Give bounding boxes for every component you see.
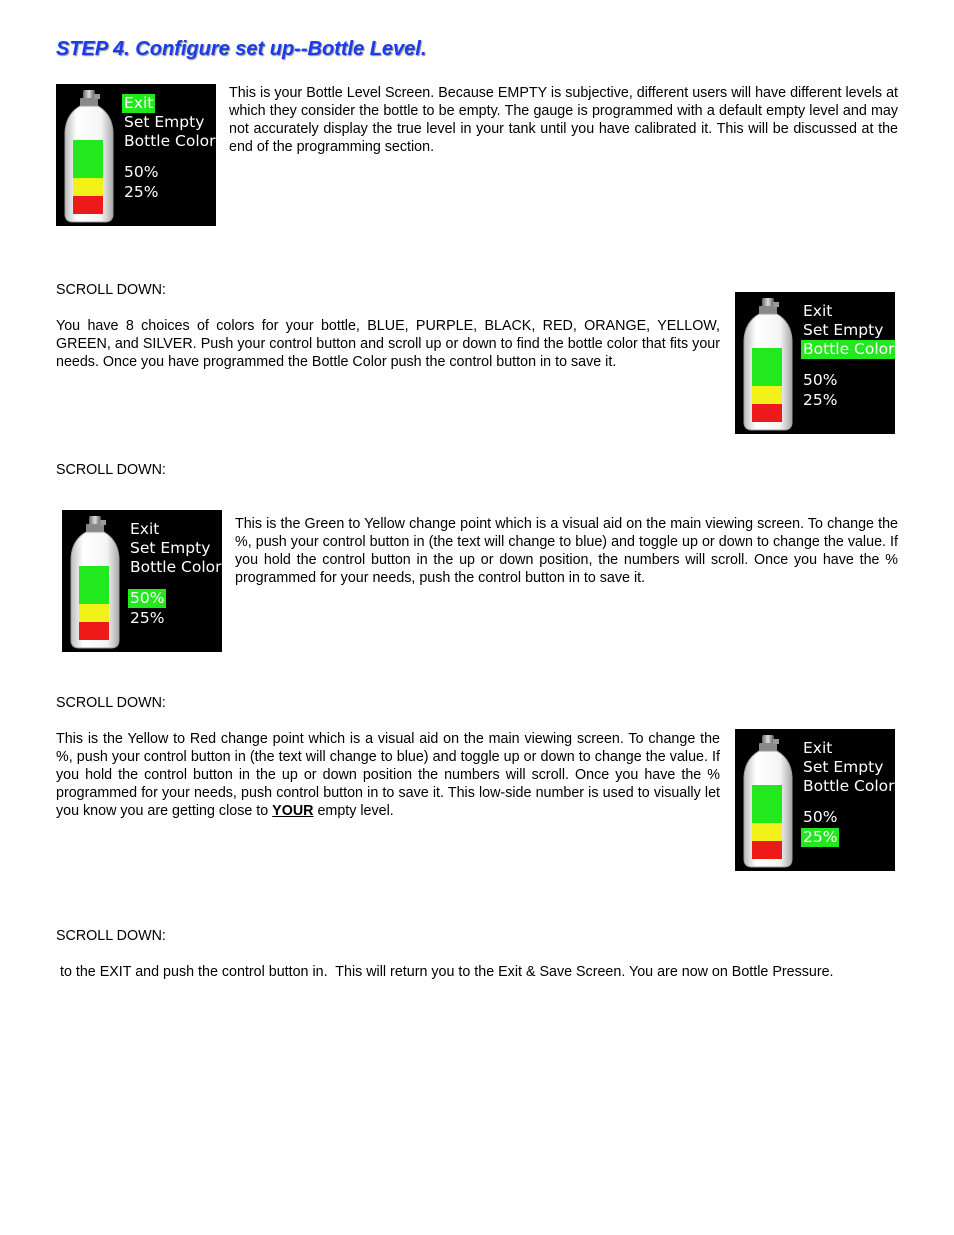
- screen-menu-exit: [128, 520, 161, 539]
- screen-menu-label: Bottle Color: [124, 132, 216, 150]
- screen-menu-label: Set Empty: [124, 113, 205, 131]
- screen-menu-set-empty: [801, 758, 885, 777]
- screen-menu-label: Exit: [124, 94, 154, 112]
- screen-menu-label: Exit: [803, 302, 833, 320]
- bottle-color-screen-image: [735, 292, 895, 434]
- screen-menu-label: Bottle Color: [130, 558, 222, 576]
- screen-menu-p25: [801, 828, 839, 847]
- screen-menu-label: 25%: [124, 183, 159, 201]
- green-level-segment: [73, 140, 103, 178]
- green-level-segment: [752, 348, 782, 386]
- section5-paragraph: to the EXIT and push the control button in. This will return you to the Exit & Save Screen. You are now on Bottle Pressure.: [56, 964, 834, 980]
- screen-menu-p25: [128, 609, 166, 628]
- screen-menu-p50: [801, 371, 839, 390]
- section1-paragraph: This is your Bottle Level Screen. Because EMPTY is subjective, different users will have different levels at which they consider the bottle to be empty. The gauge is programmed with a default empty level and may not accurately display the true level in your tank until you have calibrated it. This will be discussed at the end of the programming section.: [229, 85, 898, 155]
- screen-menu-label: Set Empty: [130, 539, 211, 557]
- screen-menu-p25: [122, 183, 160, 202]
- green-level-segment: [752, 785, 782, 823]
- section4-paragraph: [56, 730, 720, 820]
- screen-menu-set-empty: [122, 113, 206, 132]
- screen-menu-label: Exit: [803, 739, 833, 757]
- screen-menu-label: 25%: [803, 828, 838, 846]
- section4-text: This is the Yellow to Red change point which is a visual aid on the main viewing screen. To change the %, push your control button in (the text will change to blue) and toggle up or down to change the value. If you hold the control button in the up or down position the numbers will scroll. Once you have the % programmed for your needs, push control button in to save it. This low-side number is used to visually let you know you are getting close to: [56, 731, 720, 819]
- nitrous-bottle-icon: [735, 292, 801, 434]
- screen-menu-label: Exit: [130, 520, 160, 538]
- screen-menu-label: Bottle Color: [803, 340, 895, 358]
- red-level-segment: [73, 196, 103, 214]
- red-level-segment: [752, 404, 782, 422]
- screen-menu-bottle-color: [801, 340, 895, 359]
- screen-menu-label: 50%: [803, 808, 838, 826]
- screen-menu-exit: [801, 739, 834, 758]
- screen-menu-p50: [122, 163, 160, 182]
- red-level-segment: [79, 622, 109, 640]
- screen-menu-label: Set Empty: [803, 758, 884, 776]
- bottle-level-screen-image: [56, 84, 216, 226]
- section3-paragraph: This is the Green to Yellow change point which is a visual aid on the main viewing screen. To change the %, push your control button in (the text will change to blue) and toggle up or down to change the value. If you hold the control button in the up or down position, the numbers will scroll. Once you have the % programmed for your needs, push the control button in to save it.: [235, 516, 898, 586]
- screen-menu-exit: [122, 94, 155, 113]
- screen-menu-label: Bottle Color: [803, 777, 895, 795]
- screen-menu-label: 50%: [124, 163, 159, 181]
- screen-menu-p25: [801, 391, 839, 410]
- screen-menu-set-empty: [801, 321, 885, 340]
- your-emphasis: YOUR: [272, 803, 314, 819]
- green-yellow-point-screen-image: [62, 510, 222, 652]
- nitrous-bottle-icon: [735, 729, 801, 871]
- red-level-segment: [752, 841, 782, 859]
- yellow-level-segment: [752, 823, 782, 841]
- yellow-level-segment: [73, 178, 103, 196]
- screen-menu-bottle-color: [122, 132, 216, 151]
- nitrous-bottle-icon: [62, 510, 128, 652]
- green-level-segment: [79, 566, 109, 604]
- screen-menu-set-empty: [128, 539, 212, 558]
- screen-menu-label: 50%: [803, 371, 838, 389]
- screen-menu-label: 25%: [803, 391, 838, 409]
- screen-menu-p50: [128, 589, 166, 608]
- screen-menu-label: 50%: [130, 589, 165, 607]
- scroll-down-label: SCROLL DOWN:: [56, 928, 166, 944]
- scroll-down-label: SCROLL DOWN:: [56, 695, 166, 711]
- yellow-level-segment: [752, 386, 782, 404]
- scroll-down-label: SCROLL DOWN:: [56, 282, 166, 298]
- screen-menu-exit: [801, 302, 834, 321]
- section2-paragraph: You have 8 choices of colors for your bottle, BLUE, PURPLE, BLACK, RED, ORANGE, YELLOW, GREEN, and SILVER. Push your control button and scroll up or down to find the bottle color that fits your needs. Once you have programmed the Bottle Color push the control button in to save it.: [56, 318, 720, 370]
- section4-text-end: empty level.: [313, 803, 394, 819]
- scroll-down-label: SCROLL DOWN:: [56, 462, 166, 478]
- page-title: STEP 4. Configure set up--Bottle Level.: [56, 38, 427, 60]
- yellow-level-segment: [79, 604, 109, 622]
- screen-menu-label: Set Empty: [803, 321, 884, 339]
- yellow-red-point-screen-image: [735, 729, 895, 871]
- screen-menu-bottle-color: [128, 558, 222, 577]
- nitrous-bottle-icon: [56, 84, 122, 226]
- screen-menu-p50: [801, 808, 839, 827]
- screen-menu-bottle-color: [801, 777, 895, 796]
- screen-menu-label: 25%: [130, 609, 165, 627]
